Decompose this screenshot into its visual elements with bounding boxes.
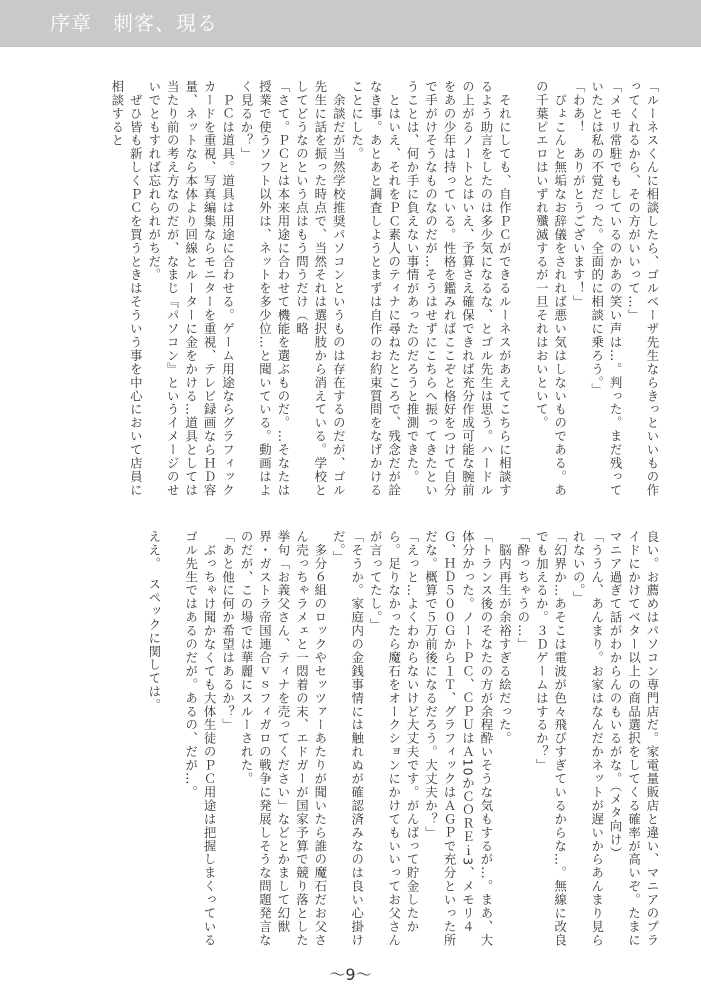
paragraph: 「ううん、あんまり。お家はなんだかネットが遅いからあんまり見られないの。」 <box>571 530 605 947</box>
paragraph: 多分６組のロックやセッツァーあたりが聞いたら誰の魔石だお父さん売っちゃラメェと一悶着の末、エドガーが国家予算で競り落とした挙句「お義父さん、ティナを売ってください」などとかまして幻獣界・ガストラ帝国連合ｖｓフィガロの戦争に発展しそうな問題発言なのだが、この場では華麗にスルーされた。 <box>239 530 328 947</box>
paragraph: とはいえ、それをＰＣ素人のティナに尋ねたところで、残念だが詮なき事。あとあと調査しようとまずは自作のお約束質問をなげかけることにした。 <box>349 80 402 497</box>
paragraph: 「そうか。家庭内の金銭事情には触れぬが確認済みなのは良い心掛けだ。」 <box>331 530 365 947</box>
upper-text-block <box>36 80 661 500</box>
paragraph: 「えっと…よくわからないけど大丈夫です。がんばって貯金したから。足りなかったら魔石をオークションにかけてもいいってお父さんが言ってたし。」 <box>368 530 421 947</box>
paragraph: 「ルーネスくんに相談したら、ゴルベーザ先生ならきっといいもの作ってくれるから、その方がいいって…」 <box>626 80 660 497</box>
paragraph: 良い。お薦めはパソコン専門店だ。家電量販店と違い、マニアのプライドにかけてベター以上の商品選択をしてくる確率が高いぞ。たまにマニア過ぎて話がわからんのもいるがな。（メタ向け） <box>608 530 660 947</box>
paragraph: 「あと他に何か希望はあるか？」 <box>220 530 236 732</box>
page-number: ～9～ <box>329 965 372 984</box>
chapter-header-band <box>0 0 701 47</box>
blank-line <box>163 530 181 950</box>
paragraph: 脳内再生が余裕すぎる絵だった。 <box>497 530 513 746</box>
paragraph: 「トランス後のそなたの方が余程酔いそうな気もするが…。まあ、大体分かった。ノートＰＣ、ＣＰＵはＡ10かＣＯＲＥｉ3、メモリ４Ｇ、ＨＤ５００Ｇから１Ｔ、グラフィックはＡＧＰで充分といった所だな。概算で５万前後になるだろう。大丈夫か？」 <box>423 530 494 947</box>
paragraph: ええ。 スペックに関しては。 <box>146 530 162 713</box>
paragraph: 「さて。ＰＣとは本来用途に合わせて機能を選ぶものだ。…そなたは授業で使うソフト以外は、ネットを多少位…と聞いている。動画はよく見るか？」 <box>239 80 291 497</box>
paragraph: ＰＣは道具。道具は用途に合わせる。ゲーム用途ならグラフィックカードを重視、写真編集ならモニターを重視、テレビ録画ならＨＤ容量、ネットなら本体より回線とルーターに金をかける…道具としては当たり前の考え方なのだが、なまじ『パソコン』というイメージのせいでともすれば忘れられがちだ。 <box>146 80 236 497</box>
paragraph: 「酔っちゃうの…」 <box>515 530 531 652</box>
paragraph: ぴょこんと無垢なお辞儀をされれば悪い気はしないものである。あの千葉ピエロはいずれ殲滅するが一旦それはおいといて。 <box>534 80 568 497</box>
paragraph: 「わあ！ ありがとうございます！」 <box>571 80 587 309</box>
paragraph: それにしても、自作ＰＣができるルーネスがあえてこちらに相談するよう助言をしたのは多少気になるな、とゴル先生は思う。ハードルの上がるノートとはいえ、予算さえ確保できれば充分作成可能な腕前をあの少年は持っている。性格を鑑みればここぞと格好をつけて自分で手がけそうなものなのだが…そうはせずにこちらへ振ってきたということは、何か手に負えない事情があったのだろうと推測できた。 <box>405 80 513 497</box>
paragraph: ぜひ皆も新しくＰＣを買うときはそういう事を中心において店員に相談すると <box>109 80 144 497</box>
lower-text-block <box>36 530 661 950</box>
chapter-title: 序章 刺客、現る <box>50 11 218 35</box>
blank-line <box>513 80 531 500</box>
paragraph: 余談だが当然学校推奨パソコンというものは存在するのだが、ゴル先生に話を振った時点で、当然それは選択肢から消えている。学校としてどうなのという点はもう問うだけ（略 <box>294 80 347 497</box>
paragraph: ぶっちゃけ聞かなくても大体生徒のＰＣ用途は把握しまくっているゴル先生ではあるのだが。あるの、だが…。 <box>183 530 218 947</box>
paragraph: 「メモリ常駐でもしているのかあの笑い声は…。判った。まだ残っていたとは私の不覚だった。全面的に相談に乗ろう。」 <box>589 80 624 497</box>
paragraph: 「幻界か…あそこは電波が色々飛びすぎているからな…。無線に改良でも加えるか。３Ｄゲームはするか？」 <box>534 530 568 947</box>
